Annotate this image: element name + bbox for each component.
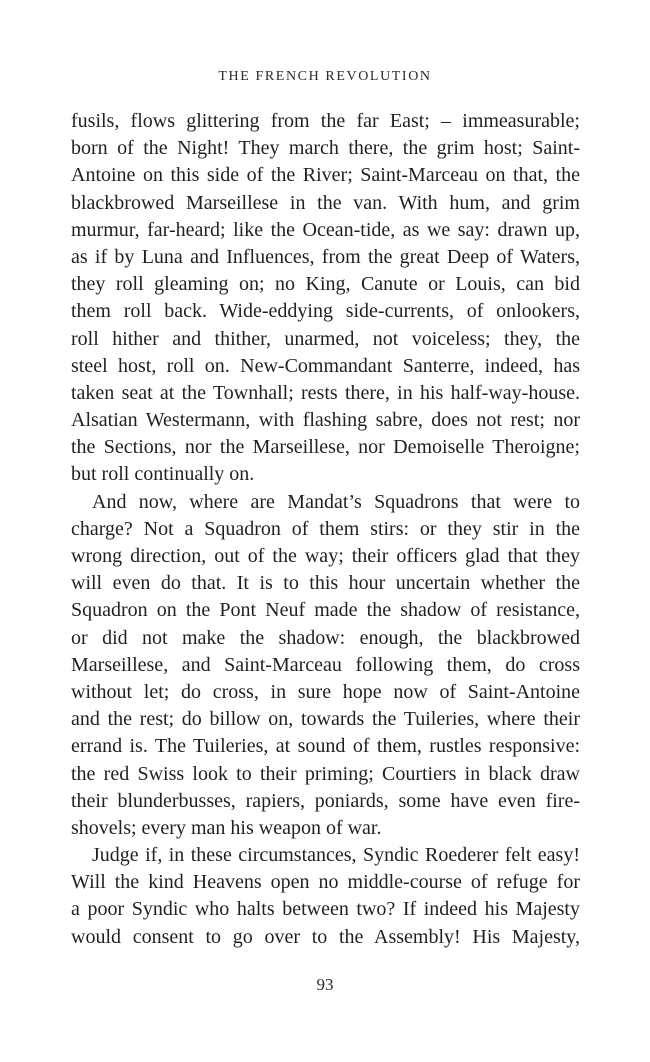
running-head: THE FRENCH REVOLUTION	[218, 69, 432, 84]
text-line: without let; do cross, in sure hope now of Saint-Antoine	[71, 680, 580, 703]
text-line: shovels; every man his weapon of war.	[71, 816, 382, 839]
text-line: them roll back. Wide-eddying side-currents, of onlookers,	[71, 300, 580, 323]
text-line: fusils, flows glittering from the far East; – immeasurable;	[71, 110, 580, 132]
text-line: Antoine on this side of the River; Saint-Marceau on that, the	[71, 164, 580, 187]
text-line: born of the Night! They march there, the grim host; Saint-	[71, 137, 580, 160]
text-line: Squadron on the Pont Neuf made the shadow of resistance,	[71, 599, 580, 622]
text-line: And now, where are Mandat’s Squadrons that were to	[92, 490, 580, 513]
text-line: blackbrowed Marseillese in the van. With hum, and grim	[71, 191, 580, 214]
paragraph-1	[71, 108, 580, 489]
text-line: a poor Syndic who halts between two? If indeed his Majesty	[71, 898, 580, 921]
text-line: Alsatian Westermann, with flashing sabre, does not rest; nor	[71, 409, 580, 432]
text-line: they roll gleaming on; no King, Canute or Louis, can bid	[71, 273, 580, 296]
paragraph-3	[71, 842, 580, 951]
text-line: as if by Luna and Influences, from the great Deep of Waters,	[71, 245, 580, 268]
text-line: charge? Not a Squadron of them stirs: or they stir in the	[71, 517, 580, 540]
text-line: the Sections, nor the Marseillese, nor Demoiselle Theroigne;	[71, 436, 580, 459]
text-line: their blunderbusses, rapiers, poniards, some have even fire-	[71, 789, 580, 812]
paragraph-2	[71, 489, 580, 842]
text-line: steel host, roll on. New-Commandant Santerre, indeed, has	[71, 354, 580, 377]
text-line: would consent to go over to the Assembly! His Majesty,	[71, 925, 580, 948]
text-line: errand is. The Tuileries, at sound of them, rustles responsive:	[71, 735, 580, 758]
text-line: Will the kind Heavens open no middle-course of refuge for	[71, 871, 580, 894]
text-line: wrong direction, out of the way; their officers glad that they	[71, 545, 580, 567]
body-text	[71, 108, 580, 951]
text-line: and the rest; do billow on, towards the Tuileries, where their	[71, 708, 580, 731]
text-line: roll hither and thither, unarmed, not voiceless; they, the	[71, 327, 580, 350]
page-number: 93	[316, 975, 334, 994]
text-line: will even do that. It is to this hour uncertain whether the	[71, 572, 580, 595]
text-line: Judge if, in these circumstances, Syndic Roederer felt easy!	[92, 844, 580, 867]
text-line: or did not make the shadow: enough, the blackbrowed	[71, 626, 580, 649]
text-line: murmur, far-heard; like the Ocean-tide, as we say: drawn up,	[71, 218, 580, 241]
text-line: the red Swiss look to their priming; Courtiers in black draw	[71, 762, 580, 785]
text-line: taken seat at the Townhall; rests there, in his half-way-house.	[71, 381, 580, 404]
text-line: but roll continually on.	[71, 463, 255, 486]
text-line: Marseillese, and Saint-Marceau following them, do cross	[71, 653, 580, 676]
